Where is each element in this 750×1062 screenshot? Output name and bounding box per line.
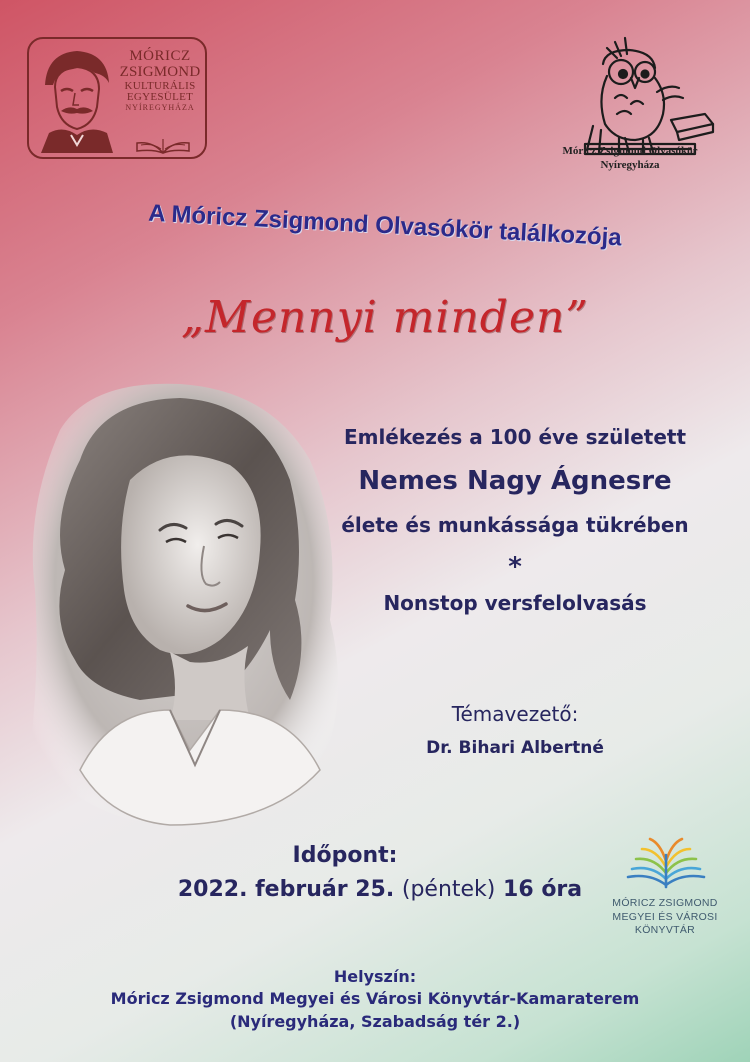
library-caption-line: MEGYEI ÉS VÁROSI bbox=[612, 910, 718, 923]
owl-caption-line: Móricz Zsigmond Olvasókör bbox=[562, 145, 698, 157]
owl-logo-caption bbox=[545, 145, 715, 173]
owl-caption-line: Nyíregyháza bbox=[600, 158, 660, 171]
event-hour: 16 óra bbox=[503, 877, 583, 902]
library-caption-line: KÖNYVTÁR bbox=[634, 924, 696, 937]
asterisk-separator: * bbox=[508, 552, 522, 582]
logo-text-line: ZSIGMOND bbox=[119, 63, 201, 80]
remembrance-subtitle: Emlékezés a 100 éve született bbox=[343, 425, 687, 449]
life-work-line: élete és munkássága tükrében bbox=[341, 513, 689, 537]
host-name: Dr. Bihari Albertné bbox=[426, 738, 604, 758]
logo-text-line: EGYESÜLET bbox=[126, 91, 194, 104]
location-address: (Nyíregyháza, Szabadság tér 2.) bbox=[229, 1012, 521, 1031]
nonstop-reading-line: Nonstop versfelolvasás bbox=[383, 591, 647, 615]
event-date: 2022. február 25. bbox=[177, 877, 395, 902]
location-venue: Móricz Zsigmond Megyei és Városi Könyvtár-Kamaraterem bbox=[110, 989, 640, 1008]
library-caption-line: MÓRICZ ZSIGMOND bbox=[612, 897, 718, 909]
logo-text-line: KULTURÁLIS bbox=[124, 79, 196, 92]
location-label: Helyszín: bbox=[333, 967, 417, 986]
logo-text-line: MÓRICZ bbox=[129, 48, 191, 64]
time-label: Időpont: bbox=[292, 843, 398, 868]
event-datetime bbox=[160, 877, 600, 902]
honoree-name: Nemes Nagy Ágnesre bbox=[358, 466, 672, 496]
kulturalis-egyesulet-logo bbox=[27, 37, 207, 159]
host-label: Témavezető: bbox=[451, 702, 579, 726]
library-logo-caption bbox=[590, 897, 740, 938]
library-book-logo-icon bbox=[620, 833, 712, 895]
event-weekday: (péntek) bbox=[401, 877, 496, 902]
open-book-icon bbox=[133, 131, 193, 155]
meeting-title: A Móricz Zsigmond Olvasókör találkozója bbox=[147, 199, 623, 252]
logo-text-line: NYÍREGYHÁZA bbox=[125, 102, 195, 112]
event-quote-title: „Mennyi minden” bbox=[181, 292, 589, 343]
moricz-portrait-icon bbox=[35, 45, 119, 153]
